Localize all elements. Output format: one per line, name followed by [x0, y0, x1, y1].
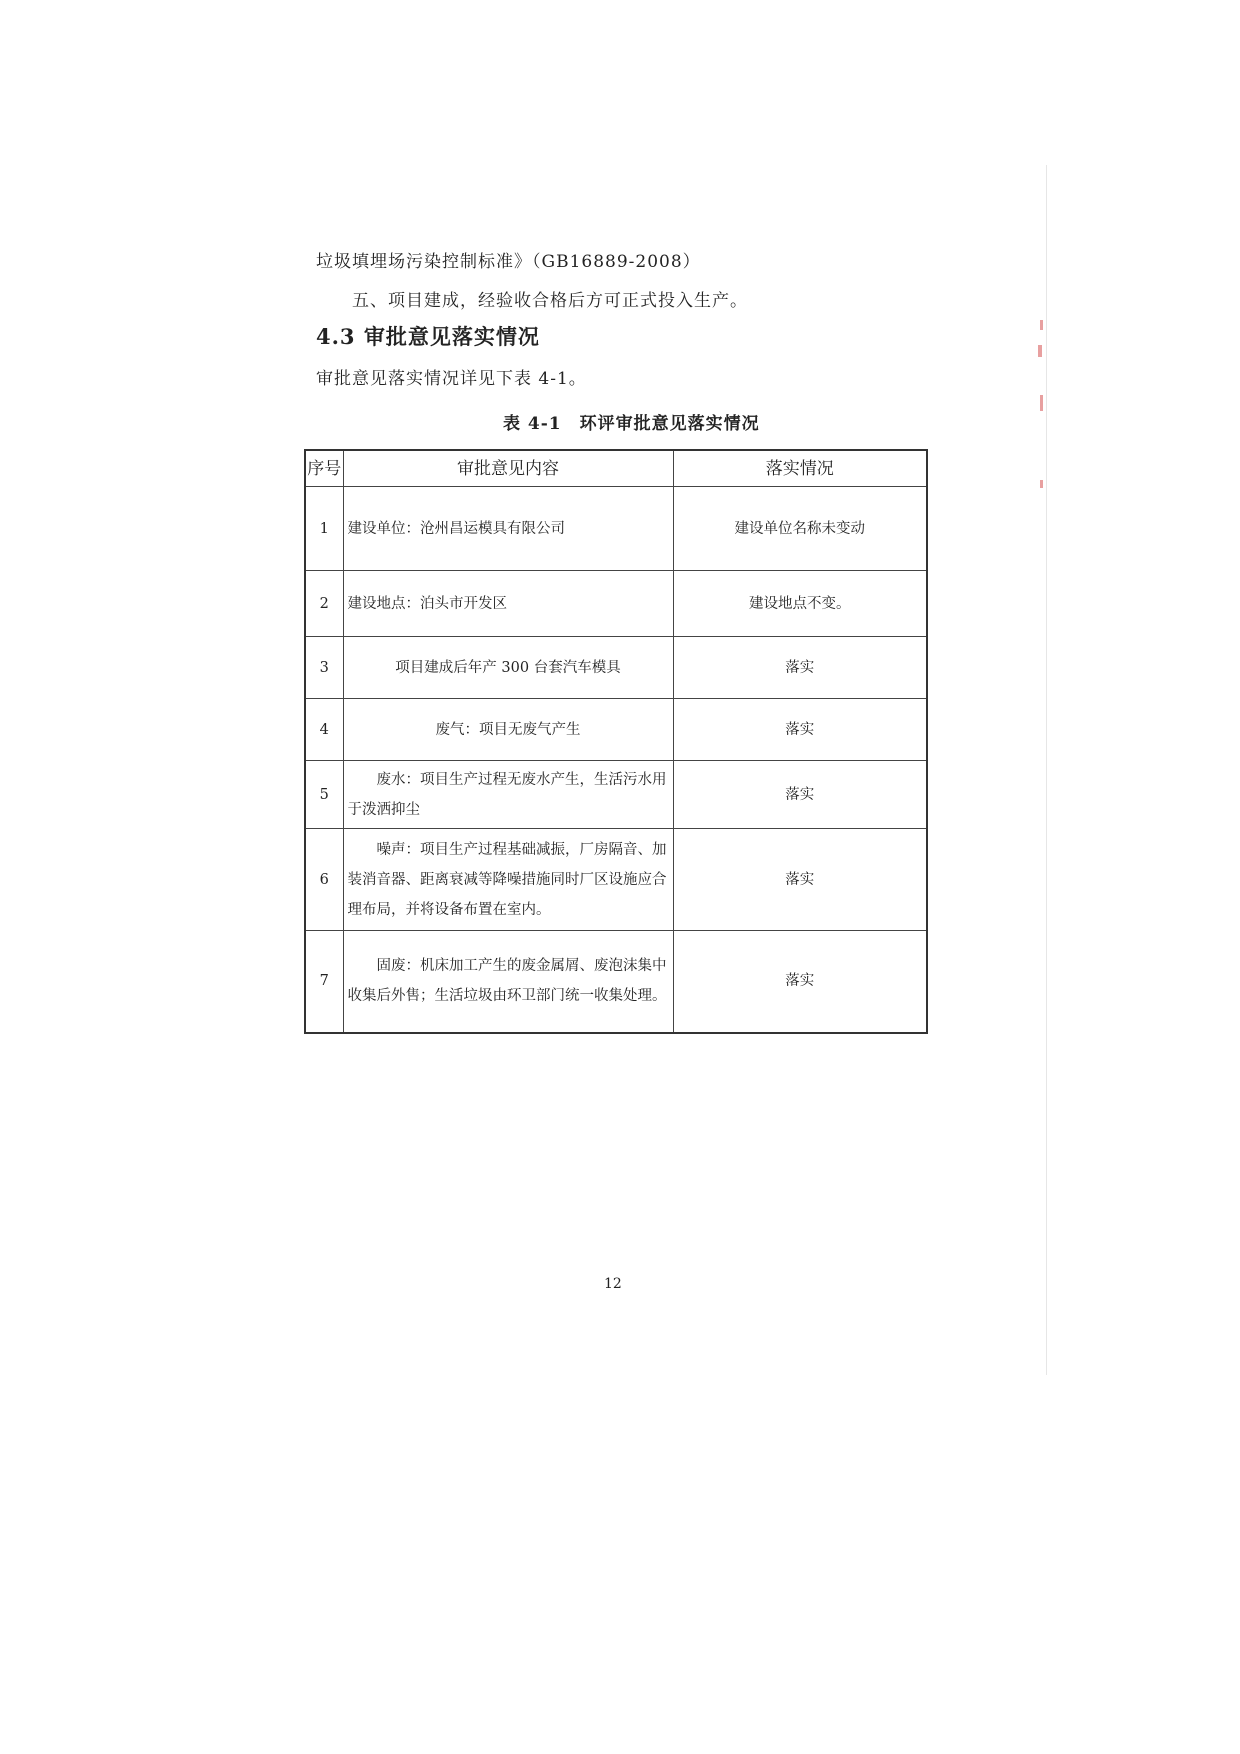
table-row — [305, 699, 927, 761]
row-status: 落实 — [673, 761, 927, 829]
row-status: 落实 — [673, 931, 927, 1033]
row-status: 落实 — [673, 829, 927, 931]
row-status: 落实 — [673, 699, 927, 761]
row-content: 固废：机床加工产生的废金属屑、废泡沫集中收集后外售；生活垃圾由环卫部门统一收集处理。 — [343, 931, 673, 1033]
row-status: 落实 — [673, 637, 927, 699]
page-number: 12 — [604, 1276, 622, 1292]
scan-mark — [1038, 345, 1042, 357]
row-content: 噪声：项目生产过程基础减振，厂房隔音、加装消音器、距离衰减等降噪措施同时厂区设施应合理布局，并将设备布置在室内。 — [343, 829, 673, 931]
row-content: 项目建成后年产 300 台套汽车模具 — [343, 637, 673, 699]
row-content: 建设单位：沧州昌运模具有限公司 — [343, 487, 673, 571]
table-row — [305, 637, 927, 699]
table-row — [305, 761, 927, 829]
section-heading: 4.3 审批意见落实情况 — [316, 324, 540, 349]
column-header-content: 审批意见内容 — [343, 450, 673, 487]
paragraph-line: 垃圾填埋场污染控制标准》（GB16889-2008） — [316, 252, 701, 272]
column-header-number: 序号 — [305, 450, 343, 487]
table-header-row — [305, 450, 927, 487]
row-status: 建设单位名称未变动 — [673, 487, 927, 571]
table-row — [305, 931, 927, 1033]
row-number: 7 — [305, 931, 343, 1033]
scan-mark — [1040, 320, 1043, 330]
scan-mark — [1040, 395, 1043, 411]
row-number: 6 — [305, 829, 343, 931]
table-row — [305, 487, 927, 571]
row-content: 废气：项目无废气产生 — [343, 699, 673, 761]
column-header-status: 落实情况 — [673, 450, 927, 487]
paragraph-line: 五、项目建成，经验收合格后方可正式投入生产。 — [352, 291, 748, 311]
row-number: 3 — [305, 637, 343, 699]
row-number: 5 — [305, 761, 343, 829]
scan-edge-line — [1046, 165, 1047, 1375]
table-caption: 表 4-1 环评审批意见落实情况 — [503, 414, 760, 434]
scan-mark — [1040, 480, 1043, 488]
table-row — [305, 829, 927, 931]
row-number: 1 — [305, 487, 343, 571]
row-content: 建设地点：泊头市开发区 — [343, 571, 673, 637]
row-status: 建设地点不变。 — [673, 571, 927, 637]
approval-table — [304, 449, 928, 1034]
row-number: 4 — [305, 699, 343, 761]
row-content: 废水：项目生产过程无废水产生，生活污水用于泼洒抑尘 — [343, 761, 673, 829]
table-row — [305, 571, 927, 637]
row-number: 2 — [305, 571, 343, 637]
intro-paragraph: 审批意见落实情况详见下表 4-1。 — [316, 369, 587, 389]
